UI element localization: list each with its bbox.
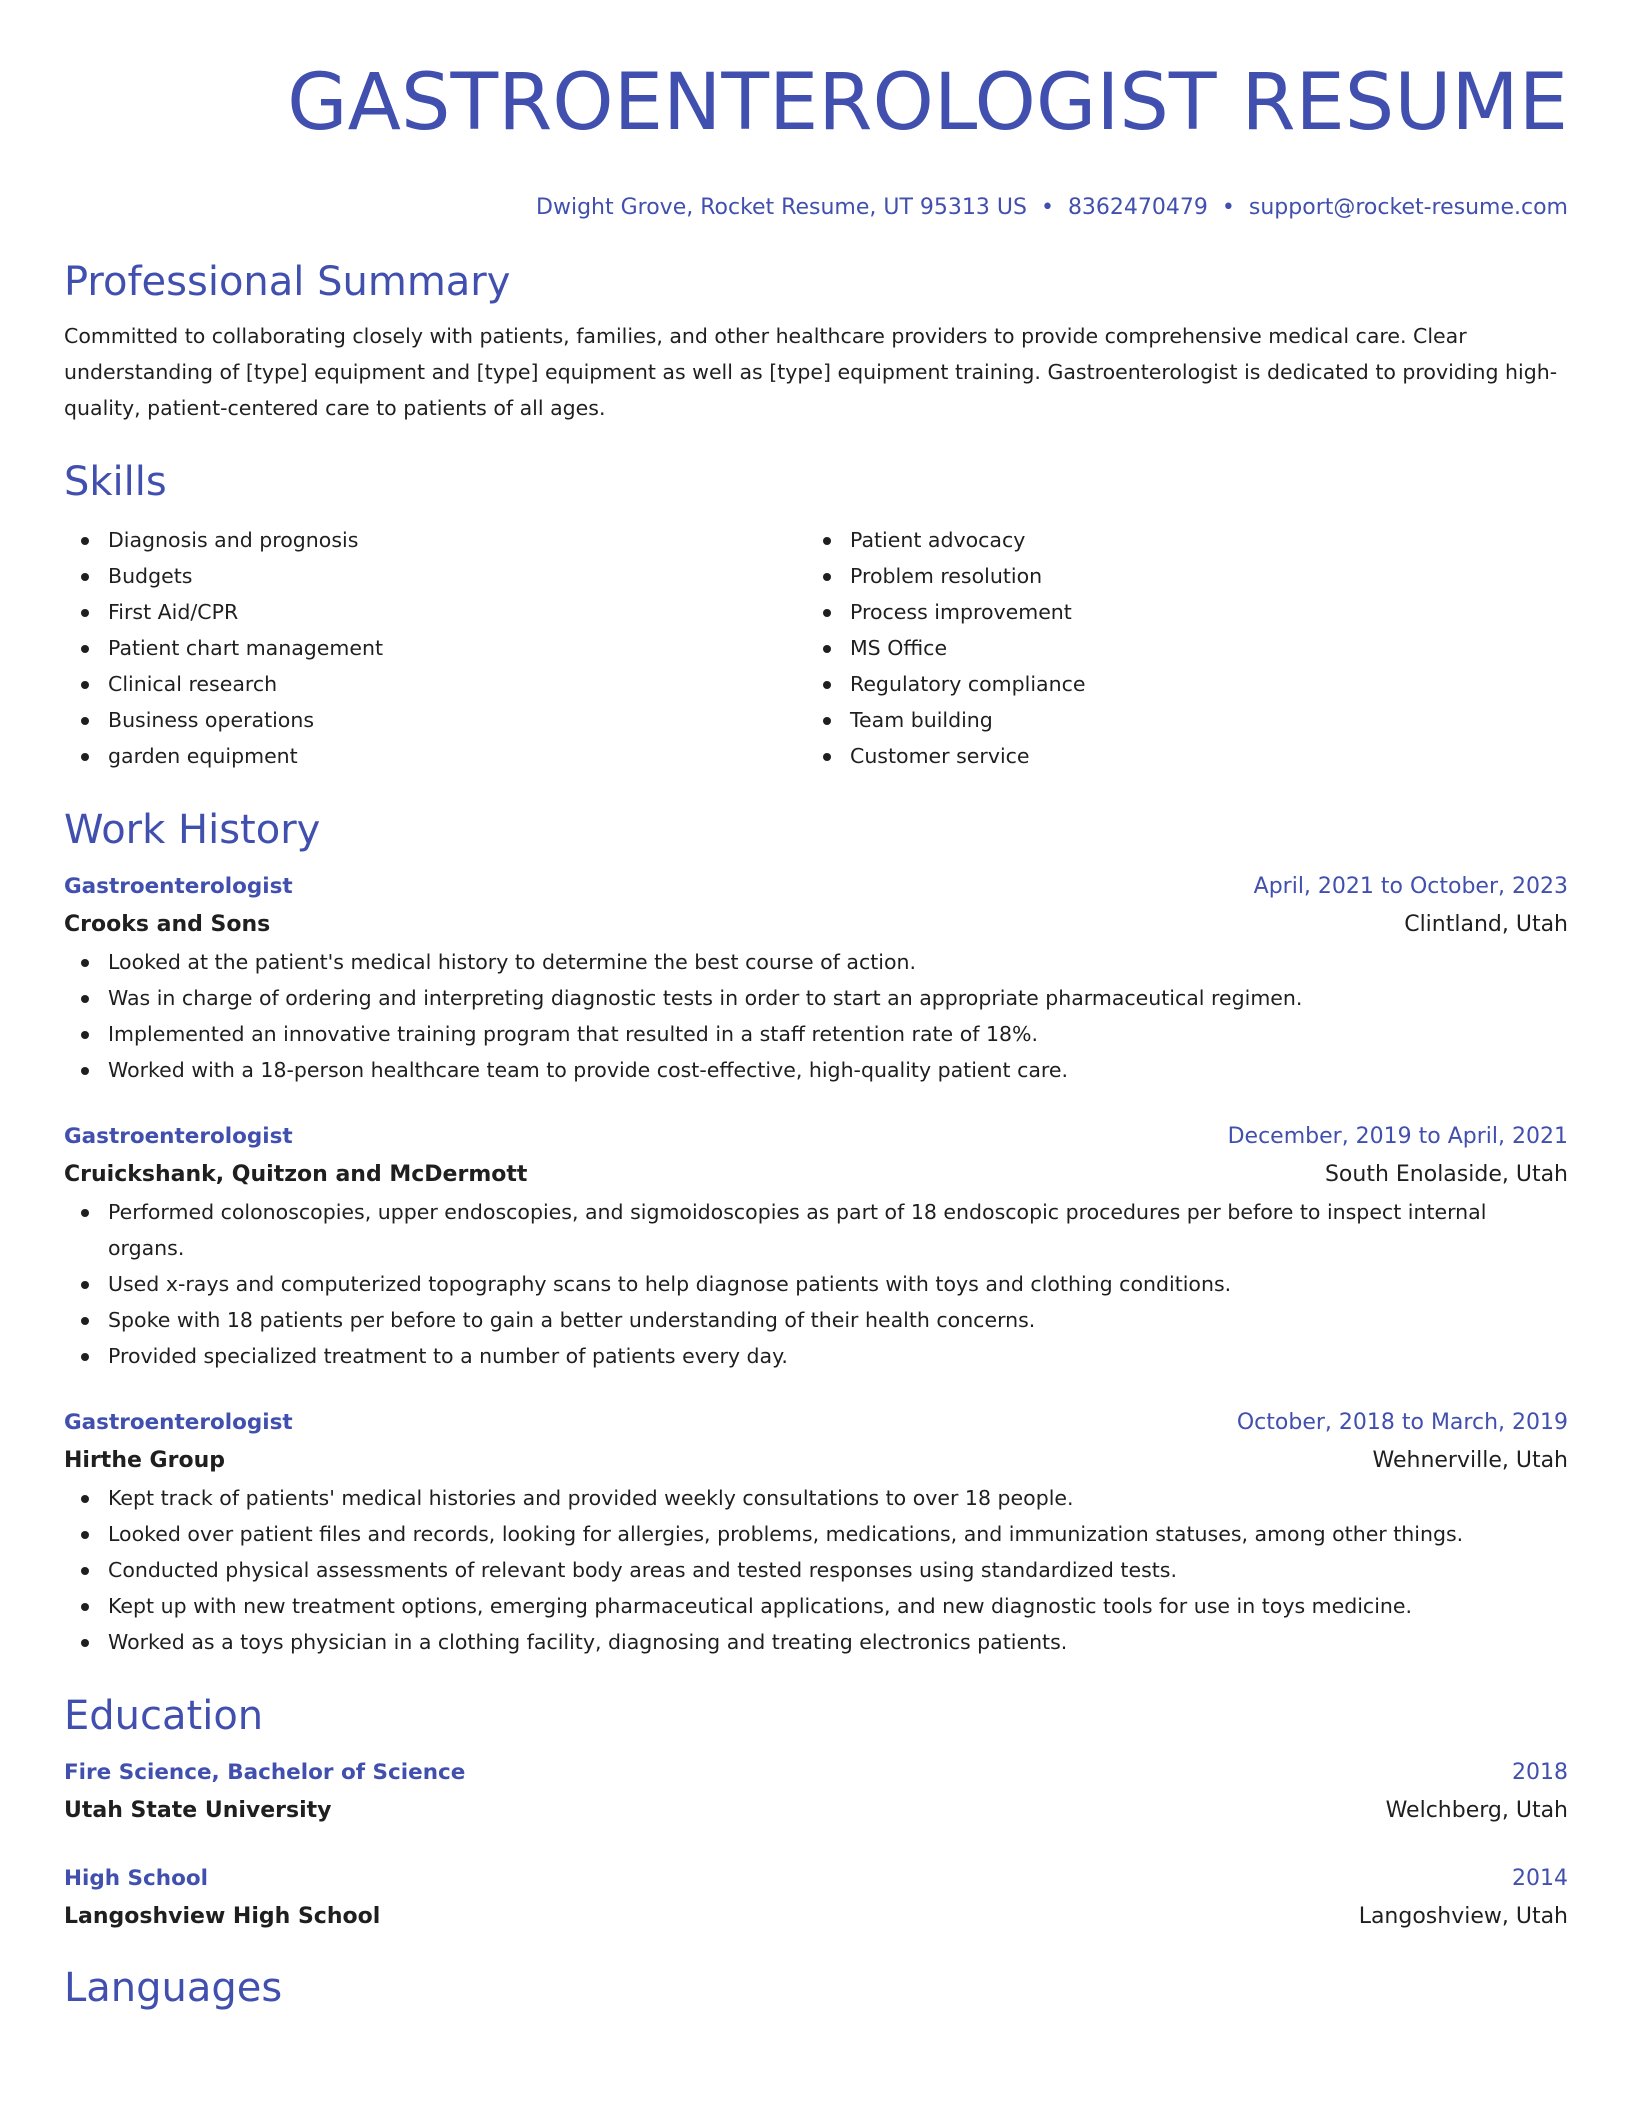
job-location: South Enolaside, Utah bbox=[1324, 1162, 1568, 1187]
job-company-row bbox=[64, 906, 1568, 944]
job-title: Gastroenterologist bbox=[64, 1410, 293, 1435]
education-school-row bbox=[64, 1898, 1568, 1936]
job-bullet: Used x-rays and computerized topography scans to help diagnose patients with toys and clothing conditions. bbox=[64, 1266, 1568, 1302]
job-entry bbox=[64, 1118, 1568, 1374]
job-company: Hirthe Group bbox=[64, 1448, 225, 1473]
languages-heading: Languages bbox=[64, 1965, 283, 2011]
education-location: Welchberg, Utah bbox=[1385, 1798, 1568, 1823]
job-location: Wehnerville, Utah bbox=[1372, 1448, 1568, 1473]
resume-page bbox=[64, 0, 1568, 2014]
education-location: Langoshview, Utah bbox=[1358, 1904, 1568, 1929]
contact-separator: • bbox=[1221, 195, 1235, 220]
job-entry bbox=[64, 868, 1568, 1088]
education-section bbox=[64, 1690, 1568, 1936]
job-bullets bbox=[64, 944, 1568, 1088]
skill-item: Process improvement bbox=[806, 594, 1548, 630]
job-bullet: Looked over patient files and records, looking for allergies, problems, medications, and immunization statuses, among other things. bbox=[64, 1516, 1568, 1552]
education-heading: Education bbox=[64, 1693, 264, 1739]
contact-separator: • bbox=[1040, 195, 1054, 220]
job-header-row bbox=[64, 1118, 1568, 1156]
resume-header bbox=[64, 0, 1568, 224]
job-header-row bbox=[64, 1404, 1568, 1442]
skill-item: Patient chart management bbox=[64, 630, 806, 666]
contact-phone: 8362470479 bbox=[1067, 195, 1208, 220]
job-dates: October, 2018 to March, 2019 bbox=[1236, 1410, 1568, 1435]
skill-item: Business operations bbox=[64, 702, 806, 738]
work-history-section bbox=[64, 804, 1568, 1660]
resume-title: GASTROENTEROLOGIST RESUME bbox=[287, 58, 1568, 148]
skill-item: Budgets bbox=[64, 558, 806, 594]
skill-item: MS Office bbox=[806, 630, 1548, 666]
summary-section bbox=[64, 256, 1568, 426]
skill-item: First Aid/CPR bbox=[64, 594, 806, 630]
education-header-row bbox=[64, 1860, 1568, 1898]
skills-column-left bbox=[64, 522, 806, 774]
skill-item: Customer service bbox=[806, 738, 1548, 774]
contact-info bbox=[64, 192, 1568, 224]
job-company: Crooks and Sons bbox=[64, 912, 271, 937]
job-title: Gastroenterologist bbox=[64, 874, 293, 899]
skill-item: Regulatory compliance bbox=[806, 666, 1548, 702]
languages-section bbox=[64, 1962, 1568, 2014]
skill-item: Diagnosis and prognosis bbox=[64, 522, 806, 558]
job-bullets bbox=[64, 1480, 1568, 1660]
job-bullet: Kept up with new treatment options, emerging pharmaceutical applications, and new diagnostic tools for use in toys medicine. bbox=[64, 1588, 1568, 1624]
job-bullet: Worked with a 18-person healthcare team to provide cost-effective, high-quality patient care. bbox=[64, 1052, 1568, 1088]
job-location: Clintland, Utah bbox=[1404, 912, 1568, 937]
contact-address: Dwight Grove, Rocket Resume, UT 95313 US bbox=[536, 195, 1027, 220]
skill-item: Problem resolution bbox=[806, 558, 1548, 594]
job-company: Cruickshank, Quitzon and McDermott bbox=[64, 1162, 528, 1187]
summary-heading: Professional Summary bbox=[64, 259, 511, 305]
job-bullet: Provided specialized treatment to a number of patients every day. bbox=[64, 1338, 1568, 1374]
job-title: Gastroenterologist bbox=[64, 1124, 293, 1149]
skills-heading: Skills bbox=[64, 459, 167, 505]
job-company-row bbox=[64, 1442, 1568, 1480]
skill-item: Team building bbox=[806, 702, 1548, 738]
job-bullet: Kept track of patients' medical histories and provided weekly consultations to over 18 people. bbox=[64, 1480, 1568, 1516]
job-header-row bbox=[64, 868, 1568, 906]
education-header-row bbox=[64, 1754, 1568, 1792]
education-year: 2018 bbox=[1512, 1760, 1568, 1785]
skills-list-left bbox=[64, 522, 806, 774]
job-bullet: Implemented an innovative training program that resulted in a staff retention rate of 18%. bbox=[64, 1016, 1568, 1052]
job-bullet: Spoke with 18 patients per before to gain a better understanding of their health concerns. bbox=[64, 1302, 1568, 1338]
education-school: Langoshview High School bbox=[64, 1904, 381, 1929]
job-bullet: Worked as a toys physician in a clothing facility, diagnosing and treating electronics patients. bbox=[64, 1624, 1568, 1660]
job-bullet: Was in charge of ordering and interpreting diagnostic tests in order to start an appropriate pharmaceutical regimen. bbox=[64, 980, 1568, 1016]
skills-column-right bbox=[806, 522, 1548, 774]
education-entry bbox=[64, 1754, 1568, 1830]
skill-item: Patient advocacy bbox=[806, 522, 1548, 558]
job-dates: April, 2021 to October, 2023 bbox=[1253, 874, 1568, 899]
skills-grid bbox=[64, 522, 1568, 774]
job-bullet: Performed colonoscopies, upper endoscopies, and sigmoidoscopies as part of 18 endoscopic procedures per before to inspect internal organs. bbox=[64, 1194, 1568, 1266]
skill-item: Clinical research bbox=[64, 666, 806, 702]
skills-section bbox=[64, 456, 1568, 774]
job-company-row bbox=[64, 1156, 1568, 1194]
skill-item: garden equipment bbox=[64, 738, 806, 774]
summary-text: Committed to collaborating closely with patients, families, and other healthcare providers to provide comprehensive medical care. Clear understanding of [type] equipment and [type] equipment as well as [type] equipment training. Gastroenterologist is dedicated to providing high-quality, patient-centered care to patients of all ages. bbox=[64, 324, 1558, 420]
job-bullets bbox=[64, 1194, 1568, 1374]
job-bullet: Conducted physical assessments of relevant body areas and tested responses using standardized tests. bbox=[64, 1552, 1568, 1588]
education-school-row bbox=[64, 1792, 1568, 1830]
job-bullet: Looked at the patient's medical history to determine the best course of action. bbox=[64, 944, 1568, 980]
education-year: 2014 bbox=[1512, 1866, 1568, 1891]
education-degree: Fire Science, Bachelor of Science bbox=[64, 1760, 466, 1785]
education-school: Utah State University bbox=[64, 1798, 332, 1823]
job-dates: December, 2019 to April, 2021 bbox=[1227, 1124, 1568, 1149]
job-entry bbox=[64, 1404, 1568, 1660]
education-entry bbox=[64, 1860, 1568, 1936]
contact-email[interactable]: support@rocket-resume.com bbox=[1248, 195, 1568, 220]
education-degree: High School bbox=[64, 1866, 208, 1891]
work-history-heading: Work History bbox=[64, 807, 321, 853]
skills-list-right bbox=[806, 522, 1548, 774]
